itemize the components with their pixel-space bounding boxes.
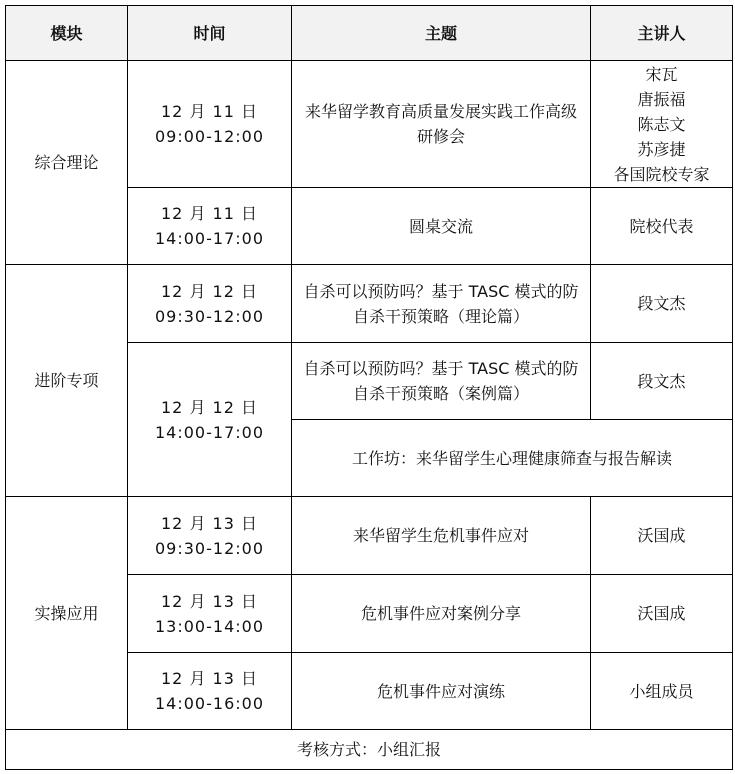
header-module: 模块 [6,6,128,61]
topic-cell: 来华留学生危机事件应对 [292,497,591,575]
table-row [6,497,733,575]
speaker: 宋瓦 [645,64,678,84]
module-cell: 实操应用 [6,497,128,730]
table-row [6,61,733,188]
topic-cell: 危机事件应对演练 [292,653,591,730]
date: 12 月 12 日 [161,281,258,301]
time: 09:00-12:00 [155,127,264,146]
time: 09:30-12:00 [155,306,264,326]
speaker: 陈志文 [637,114,686,134]
topic-cell: 危机事件应对案例分享 [292,575,591,653]
header-speaker: 主讲人 [591,6,733,61]
speaker-cell: 段文杰 [591,265,733,343]
time-cell [128,497,292,575]
topic-cell: 自杀可以预防吗？基于 TASC 模式的防自杀干预策略（理论篇） [292,265,591,343]
topic-cell: 来华留学教育高质量发展实践工作高级研修会 [292,61,591,188]
date: 12 月 13 日 [161,669,258,688]
header-time: 时间 [128,6,292,61]
time: 14:00-17:00 [155,229,264,248]
time-cell [128,343,292,497]
time-cell [128,653,292,730]
date: 12 月 11 日 [161,204,258,223]
header-topic: 主题 [292,6,591,61]
footer-row [6,730,733,770]
speaker: 唐振福 [637,89,686,109]
module-cell: 综合理论 [6,61,128,265]
speaker: 苏彦捷 [637,139,686,159]
speaker-cell: 院校代表 [591,188,733,265]
time-cell [128,188,292,265]
date: 12 月 11 日 [161,102,258,121]
speaker-cell: 小组成员 [591,653,733,730]
module-cell: 进阶专项 [6,265,128,497]
assessment-cell: 考核方式：小组汇报 [6,730,733,770]
speaker-cell: 沃国成 [591,575,733,653]
time-cell [128,61,292,188]
time-cell [128,265,292,343]
speaker: 各国院校专家 [613,164,710,184]
header-row [6,6,733,61]
speaker-cell [591,61,733,188]
topic-cell: 圆桌交流 [292,188,591,265]
date: 12 月 13 日 [161,591,258,611]
time: 14:00-17:00 [155,422,264,442]
speaker-cell: 沃国成 [591,497,733,575]
time-cell [128,575,292,653]
table-row [6,265,733,343]
schedule-table [5,5,733,770]
time: 13:00-14:00 [155,616,264,636]
time: 09:30-12:00 [155,538,264,558]
speaker-cell: 段文杰 [591,343,733,420]
date: 12 月 13 日 [161,513,258,533]
topic-cell: 自杀可以预防吗？基于 TASC 模式的防自杀干预策略（案例篇） [292,343,591,420]
time: 14:00-16:00 [155,694,264,713]
date: 12 月 12 日 [161,397,258,417]
workshop-cell: 工作坊：来华留学生心理健康筛查与报告解读 [292,420,733,497]
